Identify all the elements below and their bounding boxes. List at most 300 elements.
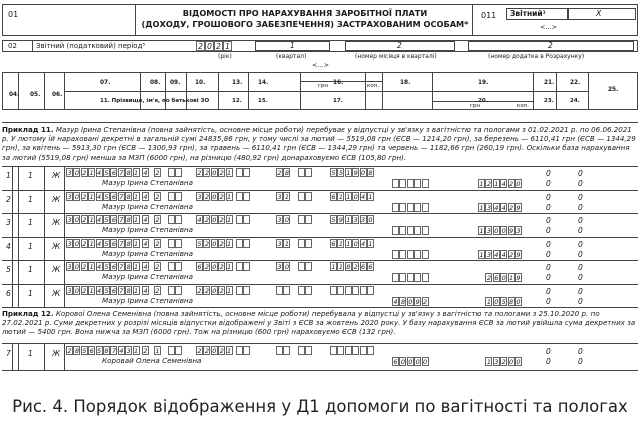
col14-digit: 2 [277, 169, 282, 177]
ipn-digit: 1 [89, 169, 94, 177]
ipn-digit: 0 [74, 216, 79, 224]
ipn-digit: 5 [104, 239, 109, 248]
row-col06: Ж [52, 265, 61, 274]
col19-digit: 0 [494, 227, 499, 235]
ipn-digit: 5 [104, 216, 109, 224]
col19-digit: 2 [486, 180, 491, 188]
col16-digit: 2 [353, 263, 358, 271]
ipn-digit: 1 [134, 169, 139, 177]
row-col21: 0 [546, 169, 551, 178]
ipn-digit: 4 [97, 263, 102, 271]
col14-digit: 3 [277, 263, 282, 271]
col09-digit: 2 [155, 169, 160, 177]
ipn-digit: 5 [97, 347, 102, 355]
row-number: 1 [6, 171, 11, 180]
col14-digit: 0 [284, 263, 289, 271]
report-mark: X [596, 9, 602, 18]
col16-digit: 6 [361, 263, 366, 271]
col16-digit: 1 [331, 263, 336, 271]
col10-digit: 1 [227, 239, 232, 248]
row-name: Мазур Ірина Степанівна [102, 295, 194, 305]
col16-digit: 6 [331, 192, 336, 201]
col19-digit: 9 [509, 227, 514, 235]
ipn-digit: 7 [119, 239, 124, 248]
ipn-digit: 8 [126, 239, 131, 248]
row-number: 3 [6, 218, 11, 227]
col16-digit: 0 [353, 239, 358, 248]
ipn-digit: 6 [111, 263, 116, 271]
column-header-bottom: 20. [478, 98, 488, 104]
col09-digit: 2 [155, 286, 160, 295]
ipn-digit: 3 [67, 239, 72, 248]
col08-digit: 4 [143, 239, 148, 248]
col16-digit: 1 [346, 169, 351, 177]
col19-digit: 3 [494, 358, 499, 366]
row-col05: 1 [28, 288, 33, 298]
period-month: 2 [397, 41, 402, 50]
col16-digit: 8 [368, 169, 373, 177]
col16-digit: 1 [338, 192, 343, 201]
row-col05: 1 [28, 265, 33, 274]
example-11-text: Мазур Ірина Степанівна (повна зайнятість, основне місце роботи) перебуває у відпустці у зв'язку з вагітністю та пологами з 01.02.2021 р. по 06.06.2021 р. У лютому їй нараховані декретні в загальній сумі 24835,86 грн, у тому числі за лютий — 5519,08 грн (ЄСВ — 1214,20 грн), за березень — 6110,41 грн (ЄСВ — 1344,29 грн), за квітень — 5913,30 грн (ЄСВ — 1300,93 грн), за травень — 6110,41 грн (ЄСВ — 1344,29 грн) та червень — 1182,66 грн (260,19 грн). Оскільки база нарахування за лютий (5519,08 грн) менша за МЗП (6000 грн), на різницю (480,92 грн) донараховуємо ЄСВ (105,80 грн). [2, 125, 636, 162]
col19-digit: 3 [486, 203, 491, 212]
column-header-top: 13. [232, 80, 243, 86]
row-col21: 0 [546, 347, 551, 356]
row-col21: 0 [546, 192, 551, 202]
col08-digit: 4 [143, 263, 148, 271]
row-col06: Ж [52, 194, 61, 204]
row-col22b: 0 [578, 357, 583, 366]
ipn-digit: 4 [97, 192, 102, 201]
column-header-top: 25. [608, 87, 619, 93]
column-header-top: 18. [400, 80, 411, 86]
col19-digit: 9 [516, 203, 521, 212]
col10-digit: 2 [204, 347, 209, 355]
col19-digit: 1 [486, 297, 491, 306]
col10-digit: 2 [204, 192, 209, 201]
ipn-digit: 7 [119, 263, 124, 271]
grn-label: грн [470, 103, 480, 109]
ipn-digit: 5 [104, 263, 109, 271]
col19-digit: 0 [516, 297, 521, 306]
form-code: 01 [8, 10, 19, 19]
row-col21: 0 [546, 263, 551, 272]
row-col05: 1 [28, 241, 33, 251]
col10-digit: 2 [219, 169, 224, 177]
col14-digit: 3 [277, 216, 282, 224]
col10-digit: 2 [219, 263, 224, 271]
col16-digit: 5 [331, 216, 336, 224]
column-header-top: 14. [258, 80, 269, 86]
ipn-digit: 8 [126, 216, 131, 224]
col10-digit: 2 [219, 239, 224, 248]
row-col22: 0 [578, 169, 583, 178]
ipn-digit: 3 [67, 192, 72, 201]
row-col22b: 0 [578, 296, 583, 306]
row-col21b: 0 [546, 273, 551, 282]
example-12: Приклад 12. Корової Олена Семенівна (повна зайнятість, основне місце роботи) перебувала у відпустці у зв'язку з вагітністю та пологами з 25.10.2020 р. по 27.02.2021 р. Суми декретних у розрізі місяців відпустки відображені у Звіті з ЄСВ за жовтень 2020 року. У базу нарахування ЄСВ за лютий увійшла сума декретних за лютий — 5400 грн. Вона нижча за МЗП (6000 грн). Тож на різницю (600 грн) нараховуємо ЄСВ (132 грн). [2, 309, 636, 337]
col10-digit: 2 [204, 263, 209, 271]
col10-digit: 2 [197, 347, 202, 355]
report-mark-box[interactable] [568, 8, 636, 20]
row-col22: 0 [578, 286, 583, 296]
col10-digit: 1 [227, 263, 232, 271]
col10-digit: 0 [212, 347, 217, 355]
col19-digit: 1 [486, 358, 491, 366]
row-name: Мазур Ірина Степанівна [102, 272, 194, 281]
row-col21b: 0 [546, 179, 551, 188]
col16-digit: 0 [368, 216, 373, 224]
ipn-digit: 6 [89, 347, 94, 355]
col14-digit: 3 [277, 239, 282, 248]
ipn-digit: 5 [82, 347, 87, 355]
ipn-digit: 5 [104, 286, 109, 295]
col19-digit: 1 [494, 180, 499, 188]
ipn-digit: 2 [82, 286, 87, 295]
col10-digit: 3 [197, 192, 202, 201]
row-col22: 0 [578, 192, 583, 202]
ipn-digit: 2 [82, 169, 87, 177]
example-11: Приклад 11. Мазур Ірина Степанівна (повна зайнятість, основне місце роботи) перебуває у відпустці у зв'язку з вагітністю та пологами з 01.02.2021 р. по 06.06.2021 р. У лютому їй нараховані декретні в загальній сумі 24835,86 грн, у тому числі за лютий — 5519,08 грн (ЄСВ — 1214,20 грн), за березень — 6110,41 грн (ЄСВ — 1344,29 грн), за квітень — 5913,30 грн (ЄСВ — 1300,93 грн), за травень — 6110,41 грн (ЄСВ — 1344,29 грн) та червень — 1182,66 грн (260,19 грн). Оскільки база нарахування за лютий (5519,08 грн) менша за МЗП (6000 грн), на різницю (480,92 грн) донараховуємо ЄСВ (105,80 грн). [2, 125, 636, 162]
col19-digit: 2 [509, 180, 514, 188]
ipn-digit: 8 [126, 286, 131, 295]
col10-digit: 1 [227, 192, 232, 201]
column-header-bottom: 15. [258, 98, 268, 104]
row-col22b: 0 [578, 273, 583, 282]
ipn-digit: 1 [89, 263, 94, 271]
row-col21: 0 [546, 216, 551, 225]
row-col22: 0 [578, 263, 583, 272]
ipn-digit: 3 [67, 169, 72, 177]
ipn-digit: 1 [134, 263, 139, 271]
col16-digit: 1 [368, 239, 373, 248]
row-number: 6 [6, 288, 11, 298]
ipn-digit: 1 [134, 239, 139, 248]
form-title-line2: (ДОХОДУ, ГРОШОВОГО ЗАБЕЗПЕЧЕННЯ) ЗАСТРАХОВАНИМ ОСОБАМ* [141, 19, 469, 29]
col10-digit: 1 [227, 347, 232, 355]
col16-digit: 6 [368, 263, 373, 271]
col16-digit: 3 [361, 216, 366, 224]
ipn-digit: 8 [126, 169, 131, 177]
kop-label: коп. [367, 83, 380, 89]
col14-digit: 1 [284, 192, 289, 201]
row-col06: Ж [52, 218, 61, 227]
col16-digit: 9 [338, 216, 343, 224]
period-label: Звітний (податковий) період⁵ [36, 42, 146, 50]
row-col22b: 0 [578, 202, 583, 212]
row-number: 4 [6, 241, 11, 251]
ipn-digit: 7 [119, 169, 124, 177]
col19-digit: 2 [509, 203, 514, 212]
column-header-top: 04. [9, 92, 20, 98]
col19-digit: 5 [501, 297, 506, 306]
col19-digit: 2 [509, 250, 514, 259]
col18-digit: 0 [423, 358, 428, 366]
row-number: 2 [6, 194, 11, 204]
row-col05: 1 [28, 218, 33, 227]
col16-digit: 0 [361, 169, 366, 177]
ipn-digit: 0 [74, 239, 79, 248]
ipn-digit: 0 [74, 192, 79, 201]
column-header-bottom: 23. [544, 98, 554, 104]
year-caption: (рік) [218, 53, 232, 60]
col10-digit: 1 [227, 216, 232, 224]
col10-digit: 2 [219, 192, 224, 201]
ipn-digit: 6 [111, 192, 116, 201]
ipn-digit: 8 [104, 347, 109, 355]
col14-digit: 3 [277, 192, 282, 201]
row-name: Мазур Ірина Степанівна [102, 225, 194, 234]
ipn-digit: 4 [97, 216, 102, 224]
ipn-digit: 2 [82, 263, 87, 271]
col10-digit: 2 [204, 286, 209, 295]
col19-digit: 3 [516, 227, 521, 235]
col09-digit: 1 [155, 347, 160, 355]
column-header-top: 09. [170, 80, 181, 86]
kop-label: коп. [517, 103, 530, 109]
col19-digit: 2 [501, 358, 506, 366]
col19-digit: 4 [494, 203, 499, 212]
ipn-digit: 1 [89, 286, 94, 295]
row-col22b: 0 [578, 226, 583, 235]
ipn-digit: 8 [126, 192, 131, 201]
col18-digit: 6 [393, 358, 398, 366]
ipn-digit: 3 [67, 216, 72, 224]
col19-digit: 2 [486, 274, 491, 282]
col19-digit: 4 [501, 180, 506, 188]
col19-digit: 9 [516, 274, 521, 282]
col10-digit: 0 [212, 286, 217, 295]
col16-digit: 6 [331, 239, 336, 248]
row-col06: Ж [52, 288, 61, 298]
col16-digit: 0 [353, 192, 358, 201]
report-code: 011 [481, 11, 497, 20]
row-name: Мазур Ірина Степанівна [102, 248, 194, 258]
ipn-digit: 0 [74, 169, 79, 177]
col10-digit: 0 [212, 216, 217, 224]
col19-digit: 4 [501, 250, 506, 259]
ipn-digit: 3 [67, 263, 72, 271]
ipn-digit: 4 [97, 239, 102, 248]
col10-digit: 2 [204, 169, 209, 177]
col10-digit: 2 [219, 216, 224, 224]
row-col22: 0 [578, 347, 583, 356]
row-col21b: 0 [546, 226, 551, 235]
col19-digit: 1 [479, 250, 484, 259]
col08-digit: 4 [143, 216, 148, 224]
column-header-bottom: 11. Прізвище, ім'я, по батькові ЗО [100, 98, 210, 104]
row-col05: 1 [28, 194, 33, 204]
quarter-caption: (квартал) [276, 53, 307, 60]
row-col06: Ж [52, 349, 61, 358]
ipn-digit: 7 [119, 192, 124, 201]
row-number: 7 [6, 349, 11, 358]
col19-digit: 1 [509, 274, 514, 282]
period-code: 02 [8, 42, 17, 50]
col09-digit: 2 [155, 263, 160, 271]
ipn-digit: 7 [119, 286, 124, 295]
col18-digit: 0 [400, 358, 405, 366]
col09-digit: 2 [155, 239, 160, 248]
col10-digit: 6 [197, 263, 202, 271]
row-number: 5 [6, 265, 11, 274]
column-header-top: 08. [150, 80, 161, 86]
col19-digit: 9 [516, 250, 521, 259]
row-col21b: 0 [546, 249, 551, 259]
column-header-top: 16. [333, 80, 344, 86]
example-12-text: Корової Олена Семенівна (повна зайнятість, основне місце роботи) перебувала у відпустці у зв'язку з вагітністю та пологами з 25.10.2020 р. по 27.02.2021 р. Суми декретних у розрізі місяців відпустки відображені у Звіті з ЄСВ за жовтень 2020 року. У базу нарахування ЄСВ за лютий увійшла сума декретних за лютий — 5400 грн. Вона нижча за МЗП (6000 грн). Тож на різницю (600 грн) нараховуємо ЄСВ (132 грн). [2, 309, 636, 337]
column-header-top: 22. [570, 80, 581, 86]
col19-digit: 8 [509, 297, 514, 306]
col16-digit: 1 [346, 216, 351, 224]
row-col05: 1 [28, 171, 33, 180]
ipn-digit: 4 [97, 169, 102, 177]
col10-digit: 2 [204, 239, 209, 248]
col16-digit: 1 [368, 192, 373, 201]
col16-digit: 4 [361, 239, 366, 248]
column-header-top: 21. [544, 80, 555, 86]
ipn-digit: 6 [111, 169, 116, 177]
ipn-digit: 0 [74, 286, 79, 295]
col16-digit: 5 [331, 169, 336, 177]
col10-digit: 1 [227, 286, 232, 295]
column-header-bottom: 24. [570, 98, 580, 104]
col09-digit: 2 [155, 192, 160, 201]
col10-digit: 1 [227, 169, 232, 177]
col14-digit: 0 [284, 216, 289, 224]
col16-digit: 1 [346, 192, 351, 201]
col19-digit: 3 [486, 250, 491, 259]
row-col21b: 0 [546, 296, 551, 306]
col19-digit: 3 [486, 227, 491, 235]
col10-digit: 4 [197, 216, 202, 224]
ipn-digit: 1 [89, 216, 94, 224]
ipn-digit: 3 [126, 347, 131, 355]
col19-digit: 1 [479, 203, 484, 212]
row-col22b: 0 [578, 179, 583, 188]
ipn-digit: 1 [134, 347, 139, 355]
col10-digit: 2 [204, 216, 209, 224]
col08-digit: 4 [143, 286, 148, 295]
grn-label: грн [318, 83, 328, 89]
col10-digit: 2 [197, 169, 202, 177]
column-header-top: 07. [100, 80, 111, 86]
row-name: Мазур Ірина Степанівна [102, 201, 194, 211]
col10-digit: 2 [197, 286, 202, 295]
col10-digit: 0 [212, 263, 217, 271]
col10-digit: 0 [212, 192, 217, 201]
col19-digit: 0 [494, 297, 499, 306]
col16-digit: 1 [346, 239, 351, 248]
col19-digit: 0 [509, 358, 514, 366]
ipn-digit: 0 [74, 263, 79, 271]
col10-digit: 0 [212, 169, 217, 177]
report-type-label: Звітний¹ [510, 9, 546, 18]
ipn-digit: 5 [104, 169, 109, 177]
col16-digit: 8 [346, 263, 351, 271]
col18-digit: 9 [415, 297, 420, 306]
ipn-digit: 1 [89, 192, 94, 201]
col19-digit: 1 [479, 227, 484, 235]
year-digit: 0 [205, 41, 214, 51]
ipn-digit: 4 [97, 286, 102, 295]
figure-caption: Рис. 4. Порядок відображення у Д1 допомоги по вагітності та пологах [12, 397, 628, 416]
form-title-line1: ВІДОМОСТІ ПРО НАРАХУВАННЯ ЗАРОБІТНОЇ ПЛАТИ [182, 8, 428, 18]
col18-digit: 0 [415, 358, 420, 366]
col14-digit: 8 [284, 169, 289, 177]
col19-digit: 0 [501, 274, 506, 282]
ipn-digit: 8 [126, 263, 131, 271]
col18-digit: 0 [408, 358, 413, 366]
row-col06: Ж [52, 171, 61, 180]
ipn-digit: 2 [82, 216, 87, 224]
row-name: Коровай Олена Семенівна [102, 356, 202, 365]
ipn-digit: 2 [82, 192, 87, 201]
ipn-digit: 1 [134, 286, 139, 295]
ipn-digit: 5 [104, 192, 109, 201]
row-col21b: 0 [546, 357, 551, 366]
col19-digit: 4 [494, 250, 499, 259]
column-header-bottom: 17. [333, 98, 343, 104]
col19-digit: 0 [516, 180, 521, 188]
col16-digit: 9 [353, 169, 358, 177]
col16-digit: 1 [338, 239, 343, 248]
col16-digit: 5 [338, 169, 343, 177]
period-appendix: 2 [548, 41, 553, 50]
ipn-digit: 1 [89, 239, 94, 248]
col10-digit: 2 [219, 286, 224, 295]
col19-digit: 4 [501, 203, 506, 212]
col14-digit: 1 [284, 239, 289, 248]
col08-digit: 4 [143, 192, 148, 201]
ipn-digit: 6 [111, 216, 116, 224]
appendix-caption: (номер додатка в Розрахунку) [488, 53, 585, 60]
col19-digit: 0 [501, 227, 506, 235]
ipn-digit: 6 [111, 239, 116, 248]
row-col05: 1 [28, 349, 33, 358]
col19-digit: 0 [516, 358, 521, 366]
year-digit: 1 [223, 41, 232, 51]
row-col22: 0 [578, 239, 583, 249]
col16-digit: 3 [353, 216, 358, 224]
col10-digit: 0 [212, 239, 217, 248]
col10-digit: 5 [197, 239, 202, 248]
ipn-digit: 6 [111, 286, 116, 295]
column-header-top: 10. [195, 80, 206, 86]
year-digit: 2 [196, 41, 205, 51]
col08-digit: 2 [143, 347, 148, 355]
column-header-top: 06. [52, 92, 63, 98]
ipn-digit: 7 [119, 216, 124, 224]
ipn-digit: 7 [111, 347, 116, 355]
ipn-digit: 4 [119, 347, 124, 355]
row-col22: 0 [578, 216, 583, 225]
month-caption: (номер місяця в кварталі) [355, 53, 437, 60]
row-col21: 0 [546, 239, 551, 249]
period-arrows: <...> [312, 61, 330, 69]
ipn-digit: 3 [67, 286, 72, 295]
row-col21: 0 [546, 286, 551, 296]
ipn-digit: 8 [74, 347, 79, 355]
period-quarter: 1 [290, 41, 295, 50]
column-header-top: 05. [30, 92, 41, 98]
header-arrows: <...> [540, 23, 558, 31]
ipn-digit: 2 [82, 239, 87, 248]
ipn-digit: 1 [134, 216, 139, 224]
col18-digit: 0 [408, 297, 413, 306]
row-name: Мазур Ірина Степанівна [102, 178, 194, 187]
row-col22b: 0 [578, 249, 583, 259]
